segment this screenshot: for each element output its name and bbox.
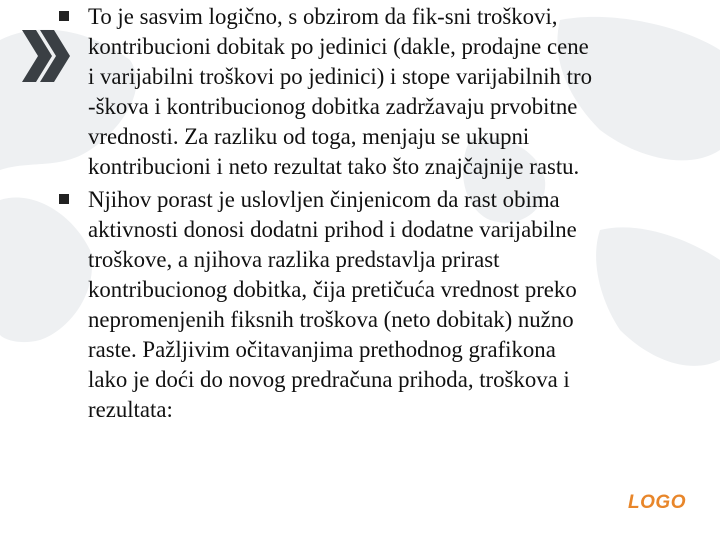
bullet-line: lako je doći do novog predračuna prihoda, troškova i bbox=[88, 367, 570, 392]
bullet-line: aktivnosti donosi dodatni prihod i dodatne varijabilne bbox=[88, 217, 577, 242]
square-bullet-icon bbox=[59, 11, 69, 21]
logo: LOGO bbox=[628, 492, 686, 513]
bullet-line: raste. Pažljivim očitavanjima prethodnog grafikona bbox=[88, 337, 556, 362]
square-bullet-icon bbox=[59, 194, 69, 204]
bullet-line: kontribucioni dobitak po jedinici (dakle, prodajne cene bbox=[88, 34, 589, 59]
bullet-line: kontribucioni i neto rezultat tako što znajčajnije rastu. bbox=[88, 154, 580, 179]
bullet-item-1 bbox=[56, 2, 716, 182]
bullet-line: rezultata: bbox=[88, 397, 173, 422]
bullet-line: kontribucionog dobitka, čija pretičuća vrednost preko bbox=[88, 277, 577, 302]
bullet-item-2 bbox=[56, 185, 716, 425]
bullet-line: troškove, a njihova razlika predstavlja prirast bbox=[88, 247, 500, 272]
bullet-list bbox=[56, 2, 716, 428]
bullet-line: nepromenjenih fiksnih troškova (neto dobitak) nužno bbox=[88, 307, 574, 332]
bullet-line: vrednosti. Za razliku od toga, menjaju se ukupni bbox=[88, 124, 530, 149]
bullet-line: i varijabilni troškovi po jedinici) i stope varijabilnih tro bbox=[88, 64, 592, 89]
bullet-line: Njihov porast je uslovljen činjenicom da rast obima bbox=[88, 187, 560, 212]
bullet-line: -škova i kontribucionog dobitka zadržavaju prvobitne bbox=[88, 94, 578, 119]
bullet-line: To je sasvim logično, s obzirom da fik-sni troškovi, bbox=[88, 4, 558, 29]
